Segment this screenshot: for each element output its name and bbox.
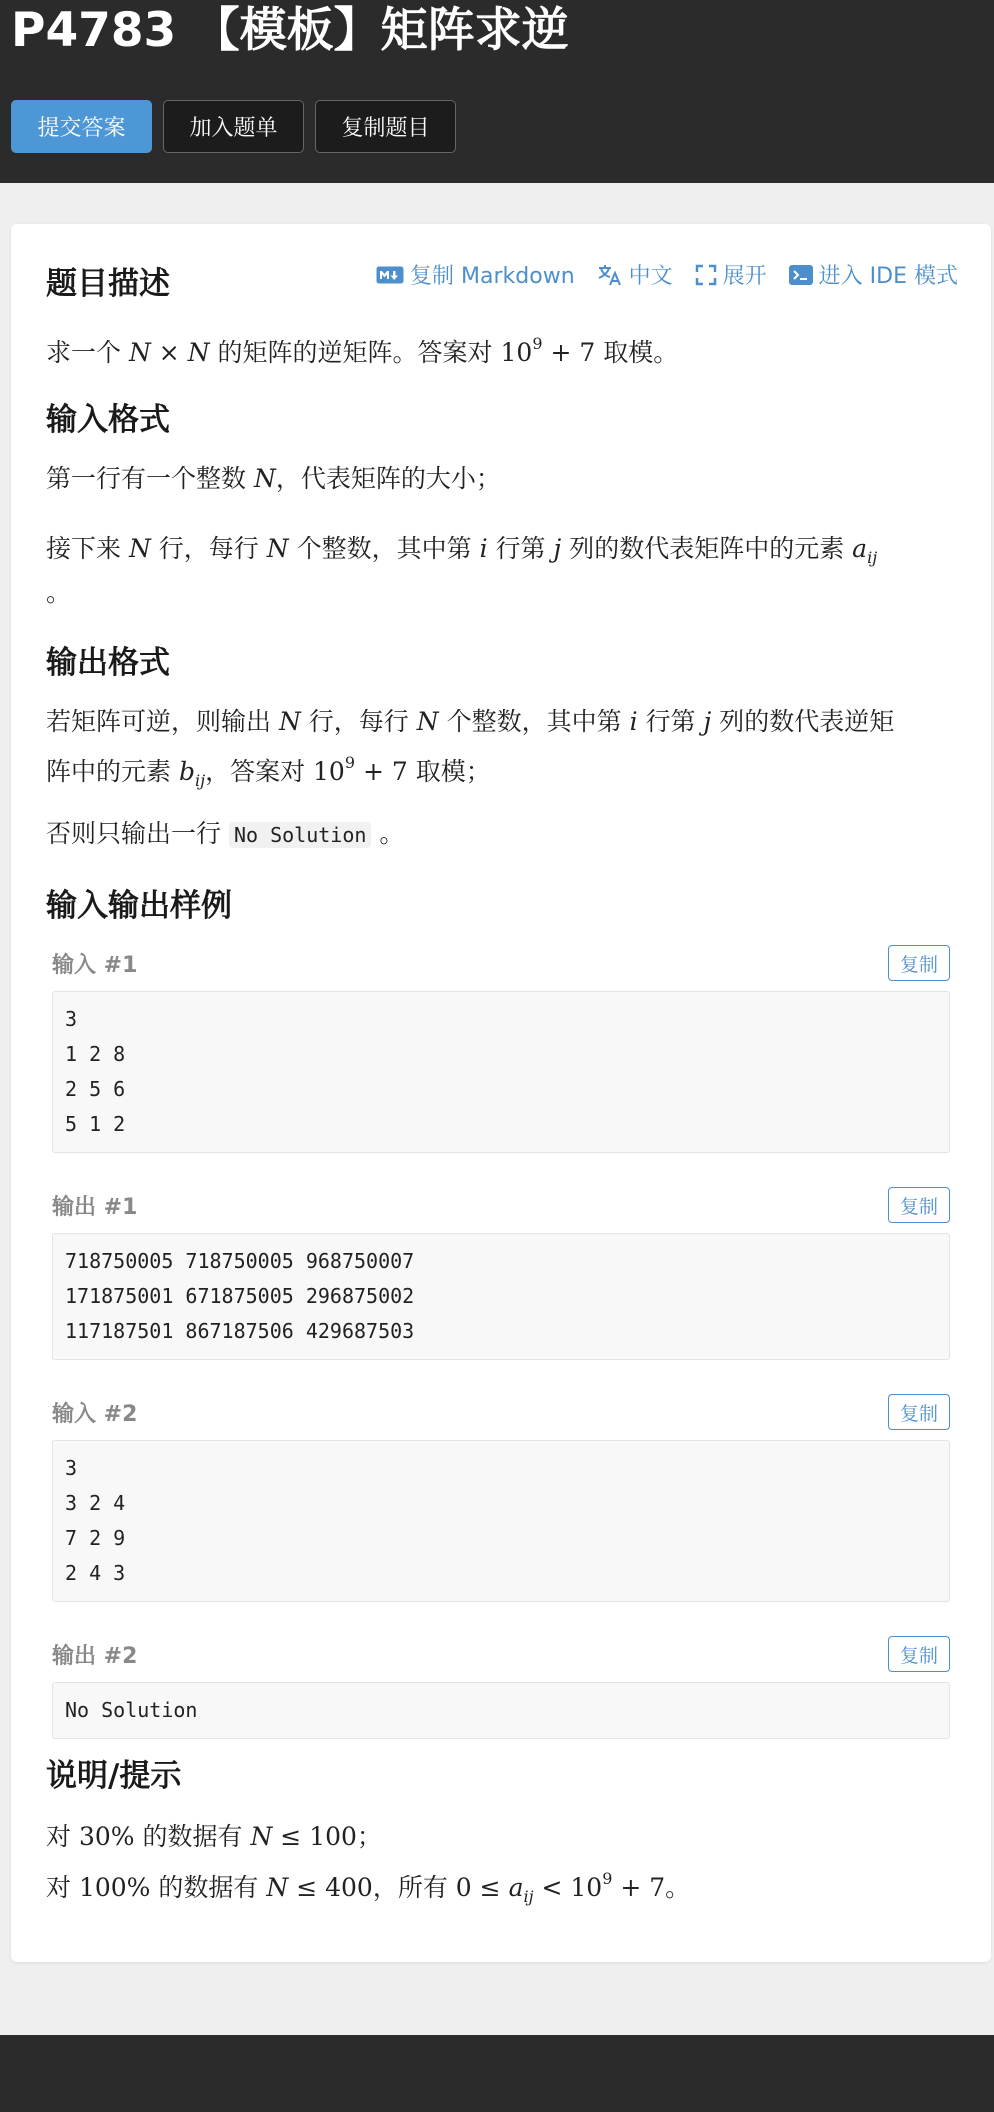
markdown-icon (376, 266, 404, 284)
section-title-output-format: 输出格式 (46, 645, 170, 681)
output-format-line-2: 阵中的元素 $b_{ij}$，答案对 $10^9 + 7$ 取模； (46, 753, 491, 790)
expand-link[interactable] (695, 259, 767, 290)
sample-input-1-label: 输入 #1 (52, 953, 138, 978)
copy-output-2-button[interactable]: 复制 (888, 1636, 950, 1672)
add-to-list-button[interactable]: 加入题单 (163, 100, 304, 153)
input-format-line-2: 接下来 N 行，每行 N 个整数，其中第 i 行第 j 列的数代表矩阵中的元素 $a_{ij}$ (46, 534, 878, 567)
description-text: 求一个 N × N 的矩阵的逆矩阵。答案对 $10^9 + 7$ 取模。 (46, 334, 679, 367)
language-link[interactable] (597, 259, 673, 290)
terminal-icon (789, 265, 813, 285)
section-title-input-format: 输入格式 (46, 402, 170, 438)
copy-problem-button[interactable]: 复制题目 (315, 100, 456, 153)
sample-output-1-label: 输出 #1 (52, 1195, 138, 1220)
translate-icon (597, 263, 623, 287)
submit-button[interactable]: 提交答案 (11, 100, 152, 153)
problem-toolbar (376, 259, 958, 290)
hint-line-2: 对 100% 的数据有 N ≤ 400，所有 $0 \le a_{ij} < 10^9 + 7$。 (46, 1869, 691, 1906)
copy-markdown-label: 复制 Markdown (410, 264, 575, 289)
ide-mode-label: 进入 IDE 模式 (818, 264, 958, 289)
section-title-samples: 输入输出样例 (46, 888, 232, 924)
output-format-line-1: 若矩阵可逆，则输出 N 行，每行 N 个整数，其中第 i 行第 j 列的数代表逆矩 (46, 707, 895, 736)
footer-bar (0, 2035, 994, 2112)
expand-icon (695, 264, 717, 286)
problem-title: P4783 【模板】矩阵求逆 (11, 3, 569, 58)
ide-mode-link[interactable] (789, 259, 958, 290)
input-format-line-1: 第一行有一个整数 N，代表矩阵的大小； (46, 464, 501, 493)
input-format-period: 。 (46, 578, 72, 607)
sample-output-2-label: 输出 #2 (52, 1644, 138, 1669)
inline-code: No Solution (229, 822, 371, 848)
sample-output-2: No Solution (52, 1682, 950, 1739)
hint-line-1: 对 30% 的数据有 N ≤ 100； (46, 1822, 382, 1851)
expand-label: 展开 (722, 264, 767, 289)
copy-markdown-link[interactable] (376, 259, 575, 290)
copy-input-1-button[interactable]: 复制 (888, 945, 950, 981)
sample-input-2: 3 3 2 4 7 2 9 2 4 3 (52, 1440, 950, 1602)
section-title-description: 题目描述 (46, 266, 170, 302)
sample-output-1: 718750005 718750005 968750007 171875001 671875005 296875002 117187501 867187506 429687503 (52, 1233, 950, 1360)
sample-input-1: 3 1 2 8 2 5 6 5 1 2 (52, 991, 950, 1153)
section-title-hints: 说明/提示 (46, 1758, 182, 1794)
header-bar (0, 0, 994, 183)
copy-input-2-button[interactable]: 复制 (888, 1394, 950, 1430)
copy-output-1-button[interactable]: 复制 (888, 1187, 950, 1223)
output-format-line-3: 否则只输出一行 No Solution 。 (46, 819, 405, 848)
sample-input-2-label: 输入 #2 (52, 1402, 138, 1427)
language-label: 中文 (628, 264, 673, 289)
